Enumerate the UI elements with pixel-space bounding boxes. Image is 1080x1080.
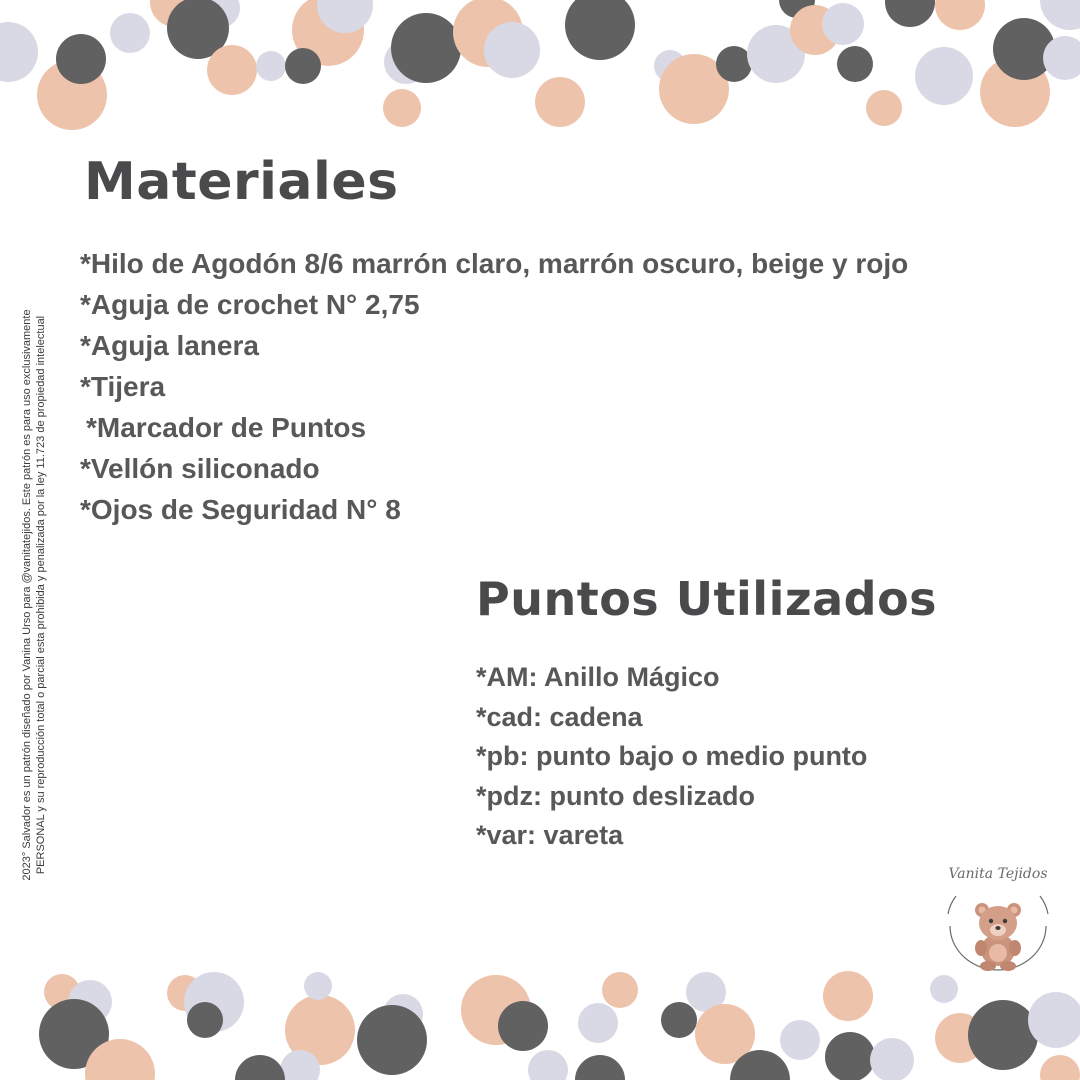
decorative-dot <box>0 22 38 82</box>
decorative-dot <box>304 972 332 1000</box>
decorative-dot <box>565 0 635 60</box>
decorative-dot <box>528 1050 568 1080</box>
copyright-line: PERSONAL y su reproducción total o parcial esta prohibida y penalizada por la ley 11.723 de propiedad intelectual <box>35 315 47 875</box>
decorative-dot <box>661 1002 697 1038</box>
decorative-dot <box>930 975 958 1003</box>
decorative-dot <box>187 1002 223 1038</box>
decorative-dot <box>383 89 421 127</box>
decorative-dot <box>1040 0 1080 30</box>
decorative-dot <box>357 1005 427 1075</box>
decorative-dot <box>870 1038 914 1080</box>
brand-logo <box>936 866 1060 976</box>
decorative-dot <box>837 46 873 82</box>
decorative-dot <box>391 13 461 83</box>
list-item: *Ojos de Seguridad N° 8 <box>80 494 401 525</box>
stitches-title: Puntos Utilizados <box>476 572 938 626</box>
list-item: *AM: Anillo Mágico <box>476 662 720 692</box>
decorative-dot <box>825 1032 875 1080</box>
decorative-dot <box>780 1020 820 1060</box>
stitches-list <box>476 658 867 856</box>
decorative-dot <box>716 46 752 82</box>
list-item: *Marcador de Puntos <box>86 412 367 443</box>
list-item: *Vellón siliconado <box>80 453 320 484</box>
copyright-line: 2023° Salvador es un patrón diseñado por Vanina Urso para @vanitatejidos. Este patrón es para uso exclusivamente <box>21 309 33 881</box>
decorative-dot <box>110 13 150 53</box>
list-item: *pb: punto bajo o medio punto <box>476 741 868 771</box>
materials-list <box>80 243 908 530</box>
list-item: *Aguja de crochet N° 2,75 <box>80 289 420 320</box>
decorative-dot <box>822 3 864 45</box>
decorative-dot <box>866 90 902 126</box>
list-item: *Hilo de Agodón 8/6 marrón claro, marrón oscuro, beige y rojo <box>80 248 909 279</box>
decorative-dot <box>935 0 985 30</box>
decorative-dot <box>256 51 286 81</box>
decorative-dot <box>823 971 873 1021</box>
decorative-dot <box>207 45 257 95</box>
decorative-dot <box>885 0 935 27</box>
decorative-dot <box>575 1055 625 1080</box>
decorative-dot <box>235 1055 285 1080</box>
decorative-dot <box>285 48 321 84</box>
decorative-dot <box>535 77 585 127</box>
materials-title: Materiales <box>84 152 399 212</box>
decorative-dot <box>484 22 540 78</box>
logo-text: Vanita Tejidos <box>948 866 1048 882</box>
list-item: *Tijera <box>80 371 166 402</box>
decorative-dot <box>498 1001 548 1051</box>
list-item: *var: vareta <box>476 820 624 850</box>
copyright-notice <box>20 255 48 935</box>
list-item: *cad: cadena <box>476 701 643 732</box>
decorative-dot <box>1040 1055 1080 1080</box>
list-item: *pdz: punto deslizado <box>476 780 755 811</box>
decorative-dot <box>578 1003 618 1043</box>
decorative-dot <box>56 34 106 84</box>
teddy-bear-icon <box>936 866 1060 976</box>
decorative-dot <box>602 972 638 1008</box>
list-item: *Aguja lanera <box>80 330 259 361</box>
decorative-dot <box>915 47 973 105</box>
decorative-dot <box>968 1000 1038 1070</box>
